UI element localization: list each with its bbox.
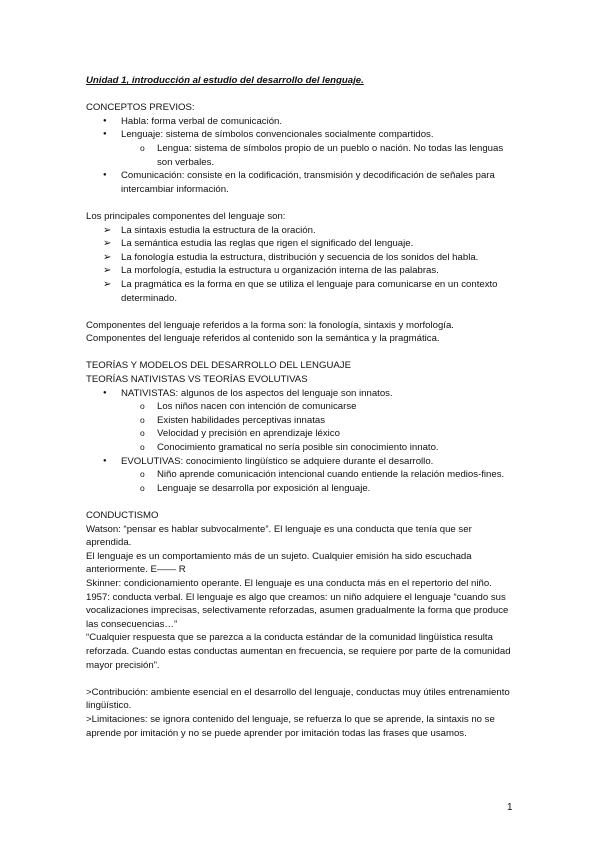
evolutiva-item: o Lenguaje se desarrolla por exposición al lenguaje. [86, 482, 518, 496]
componente-pragmatica: ➢ La pragmática es la forma en que se utiliza el lenguaje para comunicarse en un contexto determinado. [86, 278, 518, 305]
componentes-contenido: Componentes del lenguaje referidos al contenido son la semántica y la pragmática. [86, 333, 440, 345]
componente-fonologia: ➢ La fonología estudia la estructura, distribución y secuencia de los sonidos del habla. [86, 251, 518, 265]
conceptos-heading: CONCEPTOS PREVIOS: [86, 102, 195, 114]
nativista-item: o Los niños nacen con intención de comunicarse [86, 400, 518, 414]
componente-morfologia: ➢ La morfología, estudia la estructura u organización interna de las palabras. [86, 264, 518, 278]
concept-habla: ● Habla: forma verbal de comunicación. [86, 115, 518, 129]
conductismo-1957: 1957: conducta verbal. El lenguaje es algo que creamos: un niño adquiere el lenguaje “cuando sus vocalizaciones imprecisas, selectivamente reforzadas, asumen gradualmente la forma que produce las consecuencias…” [86, 591, 509, 630]
conductismo-skinner: Skinner: condicionamiento operante. El lenguaje es una conducta más en el repertorio del niño. [86, 577, 492, 589]
evolutiva-item: o Niño aprende comunicación intencional cuando entiende la relación medios-fines. [86, 468, 518, 482]
nativista-item: o Conocimiento gramatical no sería posible sin conocimiento innato. [86, 441, 518, 455]
concept-lengua: o Lengua: sistema de símbolos propio de un pueblo o nación. No todas las lenguas son verbales. [86, 142, 518, 169]
componentes-forma: Componentes del lenguaje referidos a la forma son: la fonología, sintaxis y morfología. [86, 319, 454, 331]
teoria-nativistas: ● NATIVISTAS: algunos de los aspectos del lenguaje son innatos. [86, 387, 518, 401]
conductismo-contribucion: >Contribución: ambiente esencial en el desarrollo del lenguaje, conductas muy útiles entrenamiento lingüístico. [86, 686, 510, 712]
teoria-evolutivas: ● EVOLUTIVAS: conocimiento lingüístico se adquiere durante el desarrollo. [86, 455, 518, 469]
document-page [86, 74, 518, 740]
conductismo-watson: Watson: “pensar es hablar subvocalmente”. El lenguaje es una conducta que tenía que ser aprendida. [86, 523, 472, 549]
conceptos-list [86, 115, 518, 197]
nativista-item: o Existen habilidades perceptivas innatas [86, 414, 518, 428]
componente-semantica: ➢ La semántica estudia las reglas que rigen el significado del lenguaje. [86, 237, 518, 251]
nativista-item: o Velocidad y precisión en aprendizaje léxico [86, 427, 518, 441]
componentes-heading: Los principales componentes del lenguaje son: [86, 210, 286, 222]
concept-lenguaje: ● Lenguaje: sistema de símbolos convencionales socialmente compartidos. [86, 128, 518, 142]
conductismo-comportamiento: El lenguaje es un comportamiento más de un sujeto. Cualquier emisión ha sido escuchada anteriormente. E—— R [86, 550, 472, 576]
teorias-subheading: TEORÍAS NATIVISTAS VS TEORÍAS EVOLUTIVAS [86, 374, 308, 386]
concept-comunicacion: ● Comunicación: consiste en la codificación, transmisión y decodificación de señales para intercambiar información. [86, 169, 518, 196]
componente-sintaxis: ➢ La sintaxis estudia la estructura de la oración. [86, 224, 518, 238]
page-number: 1 [507, 802, 513, 813]
teorias-list [86, 387, 518, 496]
unit-title: Unidad 1, introducción al estudio del desarrollo del lenguaje. [86, 75, 364, 86]
componentes-list [86, 224, 518, 306]
conductismo-quote: “Cualquier respuesta que se parezca a la conducta estándar de la comunidad lingüística resulta reforzada. Cuando estas conductas aumentan en frecuencia, se requiere por parte de la comunidad mayor precisión”. [86, 632, 511, 671]
conductismo-limitaciones: >Limitaciones: se ignora contenido del lenguaje, se refuerza lo que se aprende, la sintaxis no se aprende por imitación y no se puede aprender por imitación todas las frases que usamos. [86, 713, 495, 739]
conductismo-heading: CONDUCTISMO [86, 510, 159, 521]
teorias-heading: TEORÍAS Y MODELOS DEL DESARROLLO DEL LENGUAJE [86, 360, 351, 372]
